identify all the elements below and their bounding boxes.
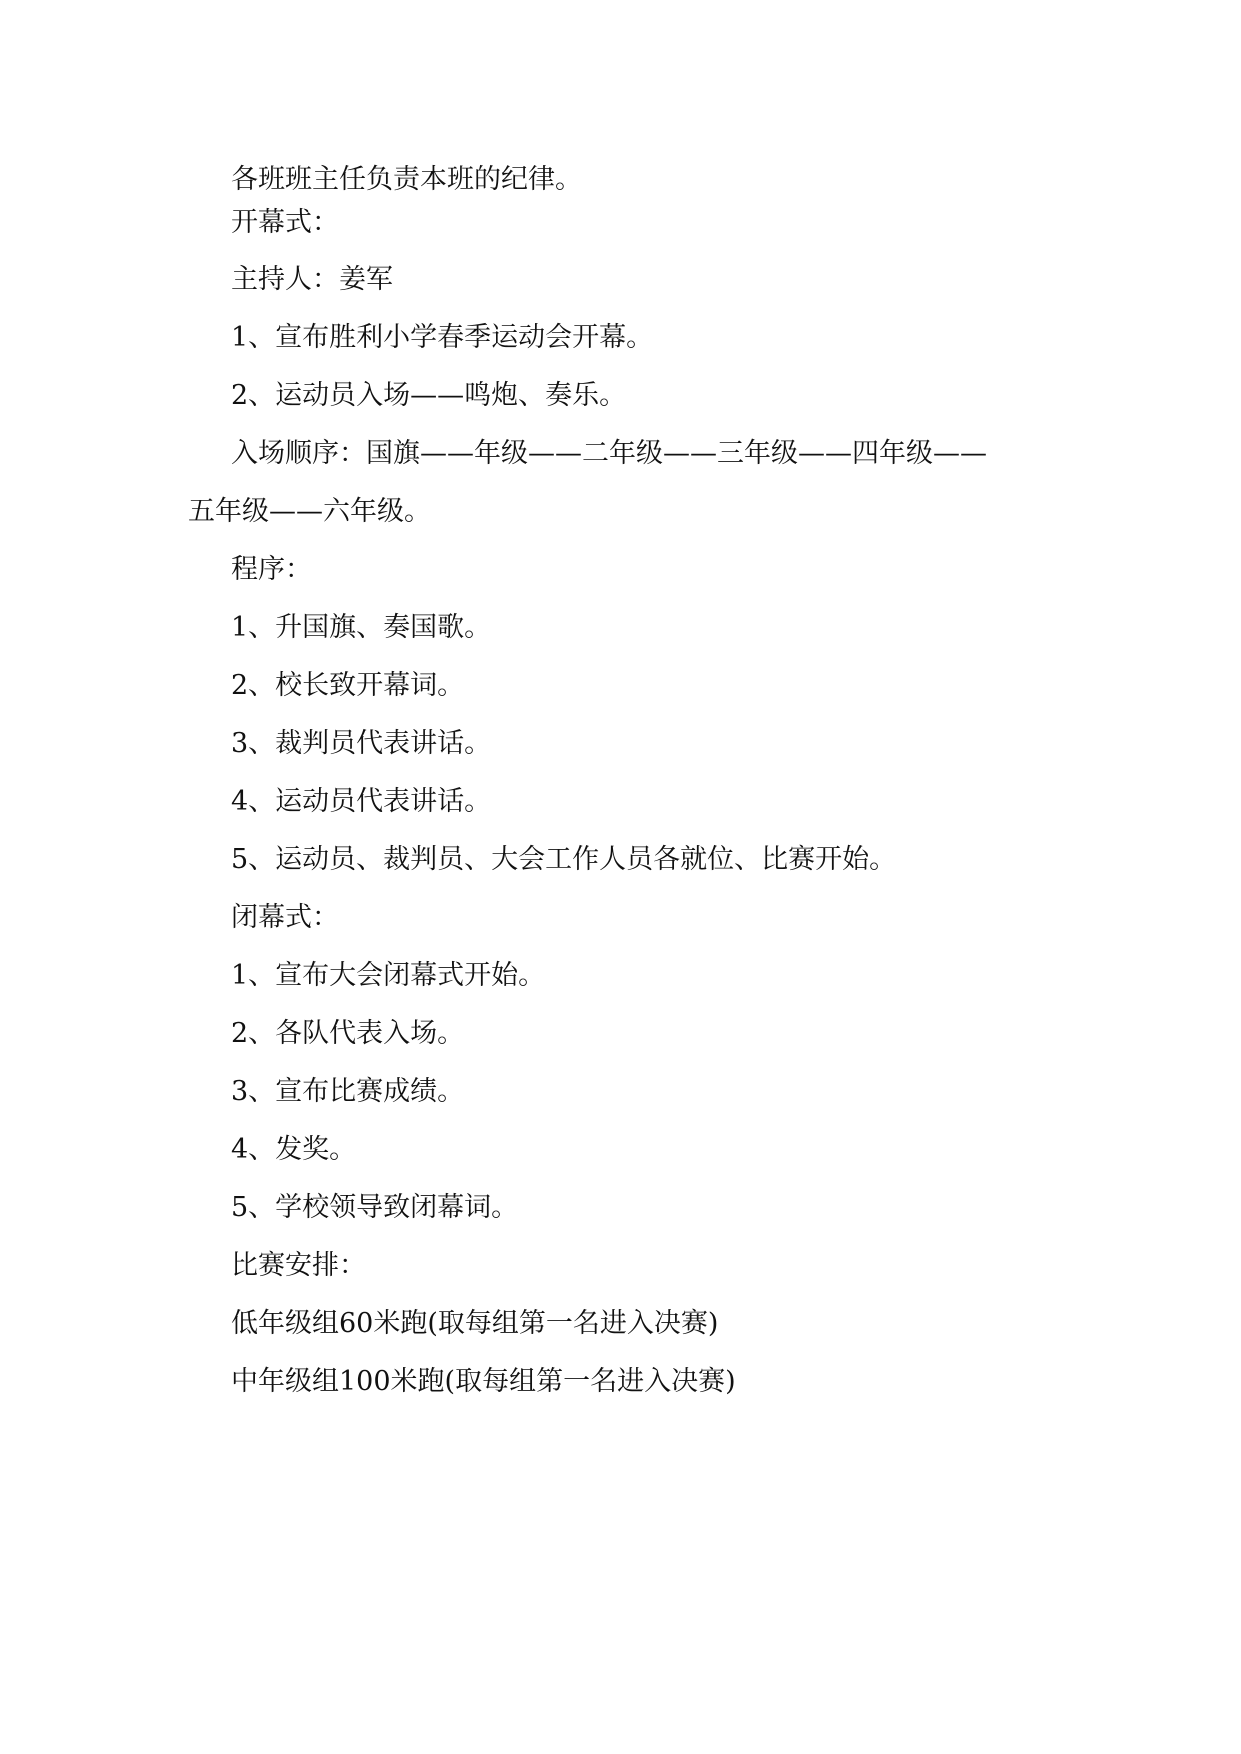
list-item-closing-1: 1、宣布大会闭幕式开始。: [231, 960, 546, 991]
list-item-opening-2: 2、运动员入场——鸣炮、奏乐。: [231, 380, 627, 411]
heading-opening-ceremony: 开幕式：: [231, 207, 339, 238]
paragraph-class-teacher-discipline: 各班班主任负责本班的纪律。: [231, 164, 582, 195]
list-item-program-5: 5、运动员、裁判员、大会工作人员各就位、比赛开始。: [231, 844, 897, 875]
list-item-program-1: 1、升国旗、奏国歌。: [231, 612, 492, 643]
heading-program: 程序：: [231, 554, 312, 585]
heading-competition-schedule: 比赛安排：: [231, 1250, 366, 1281]
paragraph-entry-order-continued: 五年级——六年级。: [188, 496, 431, 527]
list-item-program-2: 2、校长致开幕词。: [231, 670, 465, 701]
paragraph-host: 主持人：姜军: [231, 264, 393, 295]
heading-closing-ceremony: 闭幕式：: [231, 902, 339, 933]
schedule-item-lower-grade: 低年级组60米跑(取每组第一名进入决赛): [231, 1308, 719, 1339]
schedule-item-middle-grade: 中年级组100米跑(取每组第一名进入决赛): [231, 1366, 736, 1397]
list-item-program-4: 4、运动员代表讲话。: [231, 786, 492, 817]
list-item-closing-5: 5、学校领导致闭幕词。: [231, 1192, 519, 1223]
list-item-closing-2: 2、各队代表入场。: [231, 1018, 465, 1049]
list-item-closing-4: 4、发奖。: [231, 1134, 357, 1165]
list-item-program-3: 3、裁判员代表讲话。: [231, 728, 492, 759]
paragraph-entry-order: 入场顺序：国旗——年级——二年级——三年级——四年级——: [231, 438, 987, 469]
list-item-closing-3: 3、宣布比赛成绩。: [231, 1076, 465, 1107]
list-item-opening-1: 1、宣布胜利小学春季运动会开幕。: [231, 322, 654, 353]
